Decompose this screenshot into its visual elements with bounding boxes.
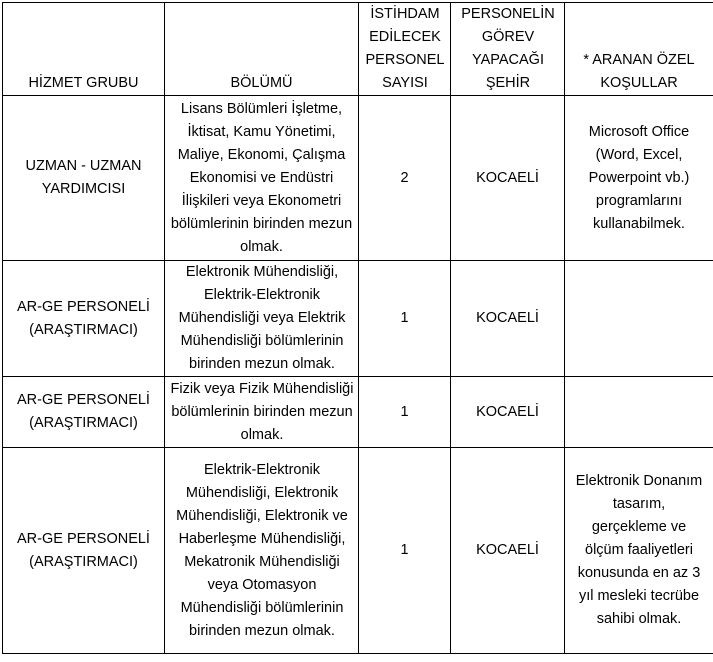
cell-bolumu: Lisans Bölümleri İşletme, İktisat, Kamu Yönetimi, Maliye, Ekonomi, Çalışma Ekonomisi ve Endüstri İlişkileri veya Ekonometri bölümlerinin birinden mezun olmak. [165, 96, 359, 261]
cell-bolumu: Fizik veya Fizik Mühendisliği bölümlerinin birinden mezun olmak. [165, 377, 359, 448]
cell-sayi: 1 [359, 377, 451, 448]
header-bolumu: BÖLÜMÜ [165, 3, 359, 96]
cell-kosullar: Elektronik Donanım tasarım, gerçekleme ve ölçüm faaliyetleri konusunda en az 3 yıl mesleki tecrübe sahibi olmak. [565, 448, 713, 654]
header-hizmet-grubu: HİZMET GRUBU [3, 3, 165, 96]
cell-sehir: KOCAELİ [451, 96, 565, 261]
cell-sayi: 1 [359, 448, 451, 654]
cell-kosullar [565, 261, 713, 377]
job-listing-table [2, 2, 713, 654]
table-row [3, 377, 713, 448]
cell-sayi: 1 [359, 261, 451, 377]
header-ozel-kosullar: * ARANAN ÖZEL KOŞULLAR [565, 3, 713, 96]
cell-kosullar: Microsoft Office (Word, Excel, Powerpoint vb.) programlarını kullanabilmek. [565, 96, 713, 261]
cell-bolumu: Elektrik-Elektronik Mühendisliği, Elektronik Mühendisliği, Elektronik ve Haberleşme Mühendisliği, Mekatronik Mühendisliği veya Otomasyon Mühendisliği bölümlerinin birinden mezun olmak. [165, 448, 359, 654]
header-gorev-sehir: PERSONELİN GÖREV YAPACAĞI ŞEHİR [451, 3, 565, 96]
header-personel-sayisi: İSTİHDAM EDİLECEK PERSONEL SAYISI [359, 3, 451, 96]
cell-sehir: KOCAELİ [451, 261, 565, 377]
table-row [3, 96, 713, 261]
cell-kosullar [565, 377, 713, 448]
cell-hizmet-grubu: UZMAN - UZMAN YARDIMCISI [3, 96, 165, 261]
cell-sehir: KOCAELİ [451, 377, 565, 448]
cell-bolumu: Elektronik Mühendisliği, Elektrik-Elektronik Mühendisliği veya Elektrik Mühendisliği bölümlerinin birinden mezun olmak. [165, 261, 359, 377]
cell-hizmet-grubu: AR-GE PERSONELİ (ARAŞTIRMACI) [3, 261, 165, 377]
cell-hizmet-grubu: AR-GE PERSONELİ (ARAŞTIRMACI) [3, 377, 165, 448]
cell-sehir: KOCAELİ [451, 448, 565, 654]
table-row [3, 261, 713, 377]
table-header-row [3, 3, 713, 96]
cell-sayi: 2 [359, 96, 451, 261]
cell-hizmet-grubu: AR-GE PERSONELİ (ARAŞTIRMACI) [3, 448, 165, 654]
table-row [3, 448, 713, 654]
